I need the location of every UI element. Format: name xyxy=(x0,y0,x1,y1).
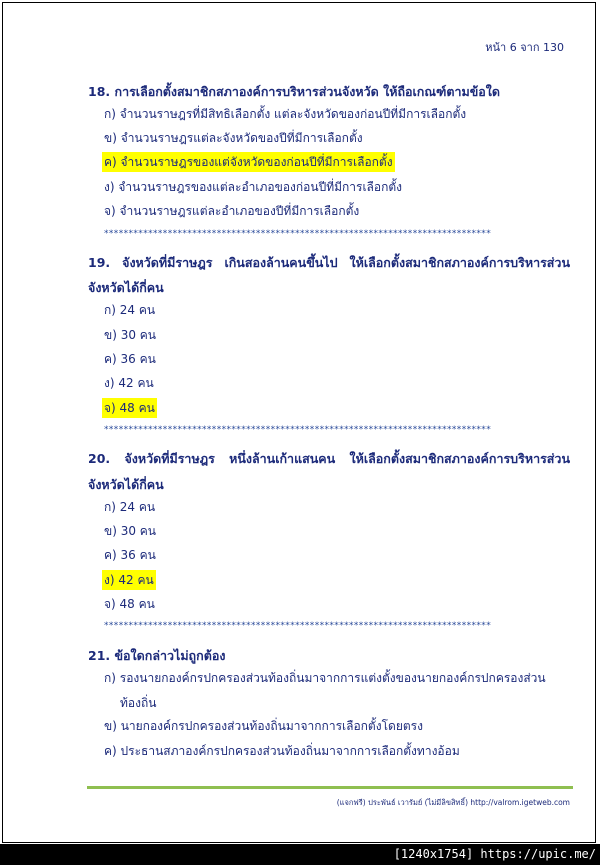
question-20-line1: 20. จังหวัดที่มีราษฎร หนึ่งล้านเก้าแสนคน ให้เลือกตั้งสมาชิกสภาองค์การบริหารส่วน xyxy=(88,451,570,466)
q19-option-e-highlighted: จ) 48 คน xyxy=(102,398,157,418)
q18-option-c-highlighted: ค) จำนวนราษฎรของแต่จังหวัดของก่อนปีที่มีการเลือกตั้ง xyxy=(102,152,395,172)
q20-option-e: จ) 48 คน xyxy=(104,597,155,611)
q21-option-a-line2: ท้องถิ่น xyxy=(120,696,157,710)
q18-option-b: ข) จำนวนราษฎรแต่ละจังหวัดของปีที่มีการเลือกตั้ง xyxy=(104,131,363,145)
question-19-line2: จังหวัดได้กี่คน xyxy=(88,280,164,295)
q21-option-c: ค) ประธานสภาองค์กรปกครองส่วนท้องถิ่นมาจากการเลือกตั้งทางอ้อม xyxy=(104,744,460,758)
q20-option-d-highlighted: ง) 42 คน xyxy=(102,570,156,590)
watermark-bar xyxy=(0,844,600,865)
separator: ******************************************************************************* xyxy=(104,229,492,239)
q20-option-a: ก) 24 คน xyxy=(104,500,156,514)
question-18: 18. การเลือกตั้งสมาชิกสภาองค์การบริหารส่วนจังหวัด ให้ถือเกณฑ์ตามข้อใด xyxy=(88,84,500,99)
footer-rule xyxy=(87,786,573,789)
q18-option-a: ก) จำนวนราษฎรที่มีสิทธิเลือกตั้ง แต่ละจังหวัดของก่อนปีที่มีการเลือกตั้ง xyxy=(104,107,467,121)
q19-option-b: ข) 30 คน xyxy=(104,328,157,342)
separator: ******************************************************************************* xyxy=(104,621,492,631)
page-number: หน้า 6 จาก 130 xyxy=(485,41,564,54)
q20-option-b: ข) 30 คน xyxy=(104,524,157,538)
q18-option-d: ง) จำนวนราษฎรของแต่ละอำเภอของก่อนปีที่มีการเลือกตั้ง xyxy=(104,180,403,194)
question-21: 21. ข้อใดกล่าวไม่ถูกต้อง xyxy=(88,648,226,663)
question-20-line2: จังหวัดได้กี่คน xyxy=(88,477,164,492)
q18-option-e: จ) จำนวนราษฎรแต่ละอำเภอของปีที่มีการเลือกตั้ง xyxy=(104,204,360,218)
q21-option-a-line1: ก) รองนายกองค์กรปกครองส่วนท้องถิ่นมาจากการแต่งตั้งของนายกองค์กรปกครองส่วน xyxy=(104,671,546,685)
question-19-line1: 19. จังหวัดที่มีราษฎร เกินสองล้านคนขึ้นไป ให้เลือกตั้งสมาชิกสภาองค์การบริหารส่วน xyxy=(88,255,570,270)
q20-option-c: ค) 36 คน xyxy=(104,548,156,562)
watermark-text: [1240x1754] https://upic.me/ xyxy=(393,847,596,861)
footer-credit: (แจกฟรี) ประพันธ์ เวารัมย์ (ไม่มีลิขสิทธิ์) http://valrom.igetweb.com xyxy=(336,798,570,807)
q19-option-c: ค) 36 คน xyxy=(104,352,156,366)
q19-option-a: ก) 24 คน xyxy=(104,303,156,317)
q21-option-b: ข) นายกองค์กรปกครองส่วนท้องถิ่นมาจากการเลือกตั้งโดยตรง xyxy=(104,719,423,733)
separator: ******************************************************************************* xyxy=(104,425,492,435)
q19-option-d: ง) 42 คน xyxy=(104,376,154,390)
